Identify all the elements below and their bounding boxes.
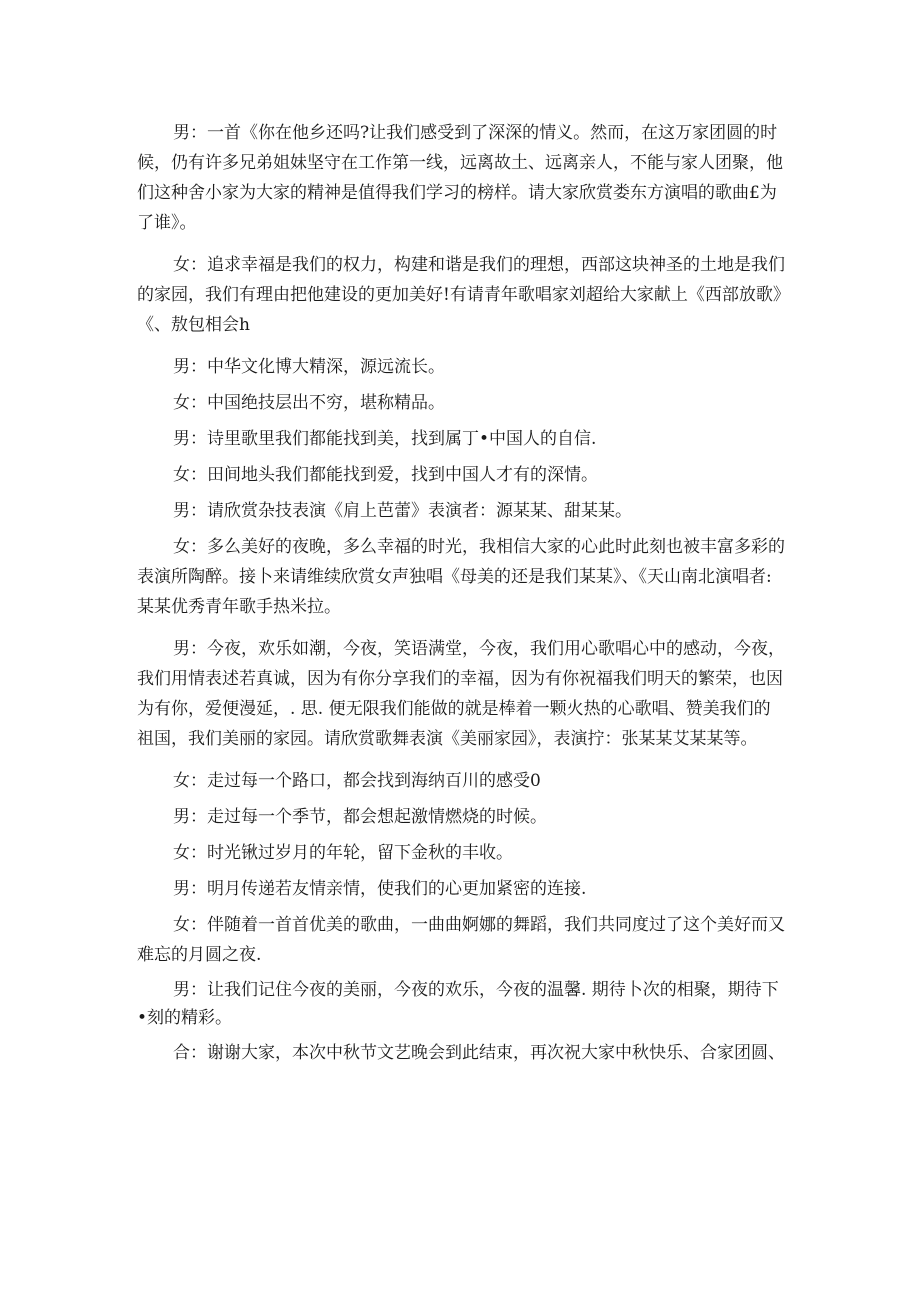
- paragraph-9: 男：今夜，欢乐如潮，今夜，笑语满堂，今夜，我们用心歌唱心中的感动，今夜，我们用情表述若真诚，因为有你分享我们的幸福，因为有你祝福我们明天的繁荣，也因为有你，爱便漫延，. 思. 便无限我们能做的就是棒着一颗火热的心歌唱、赞美我们的祖国，我们美丽的家园。请欣赏歌舞表演《美丽家园》，表演拧：张某某艾某某等。: [137, 639, 785, 749]
- document-body: [137, 118, 785, 1068]
- paragraph-13: 男：明月传递若友情亲情，使我们的心更加紧密的连接.: [173, 879, 587, 899]
- paragraph-15: 男：让我们记住今夜的美丽，今夜的欢乐，今夜的温馨. 期待卜次的相聚，期待下•刻的精彩。: [137, 980, 779, 1028]
- paragraph-4: 女：中国绝技层出不穷，堪称精品。: [173, 393, 445, 413]
- paragraph-14: 女：伴随着一首首优美的歌曲，一曲曲婀娜的舞蹈，我们共同度过了这个美好而又难忘的月圆之夜.: [137, 915, 785, 965]
- paragraph-10: 女：走过每一个路口，都会找到海纳百川的感受0: [173, 771, 541, 791]
- paragraph-5: 男：诗里歌里我们都能找到美，找到属丁•中国人的自信.: [173, 429, 597, 449]
- paragraph-3: 男：中华文化博大精深，源远流长。: [173, 357, 445, 377]
- paragraph-8: 女：多么美好的夜晚，多么幸福的时光，我相信大家的心此时此刻也被丰富多彩的表演所陶醉。接卜来请维续欣赏女声独唱《母美的还是我们某某》、《天山南北演唱者:某某优秀青年歌手热米拉。: [137, 537, 785, 617]
- paragraph-6: 女：田间地头我们都能找到爱，找到中国人才有的深情。: [173, 465, 598, 485]
- paragraph-2: 女：追求幸福是我们的权力，构建和谐是我们的理想，西部这块神圣的土地是我们的家园，我们有理由把他建设的更加美好!有请青年歌唱家刘超给大家献上《西部放歌》《、敖包相会h: [137, 255, 785, 335]
- paragraph-11: 男：走过每一个季节，都会想起激情燃烧的时候。: [173, 807, 547, 827]
- paragraph-12: 女：时光锹过岁月的年轮，留下金秋的丰收。: [173, 843, 513, 863]
- paragraph-16: 合：谢谢大家，本次中秋节文艺晚会到此结束，再次祝大家中秋快乐、合家团圆、: [173, 1043, 785, 1063]
- paragraph-1: 男：一首《你在他乡还吗?让我们感受到了深深的情义。然而，在这万家团圆的时候，仍有许多兄弟姐妹坚守在工作第一线，远离故土、远离亲人，不能与家人团聚，他们这种舍小家为大家的精神是值得我们学习的榜样。请大家欣赏娄东方演唱的歌曲£为了谁》。: [137, 123, 783, 233]
- paragraph-7: 男：请欣赏杂技表演《肩上芭蕾》表演者：源某某、甜某某。: [173, 501, 632, 521]
